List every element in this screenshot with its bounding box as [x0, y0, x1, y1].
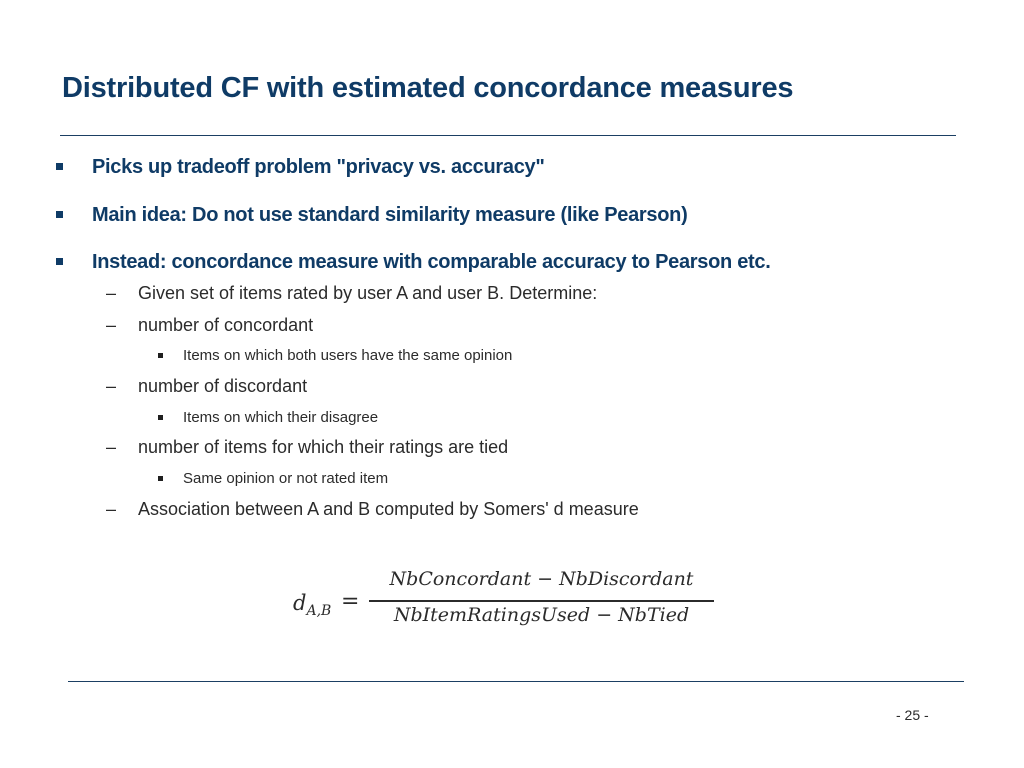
sub-text: Given set of items rated by user A and user B. Determine:: [138, 283, 598, 303]
note-text: Same opinion or not rated item: [183, 470, 389, 487]
note-text: Items on which both users have the same opinion: [183, 347, 513, 364]
sub-text: number of discordant: [138, 376, 308, 396]
page-number: - 25 -: [896, 707, 929, 723]
sub-text: Association between A and B computed by Somers' d measure: [138, 499, 639, 519]
small-square-bullet-icon: [158, 415, 163, 420]
small-square-bullet-icon: [158, 476, 163, 481]
square-bullet-icon: [56, 163, 63, 170]
fraction-bar: [369, 600, 714, 602]
footer-divider: [68, 681, 964, 682]
title-divider: [60, 135, 956, 136]
small-square-bullet-icon: [158, 353, 163, 358]
square-bullet-icon: [56, 211, 63, 218]
dash-bullet-icon: –: [106, 437, 117, 457]
formula-denominator: NbItemRatingsUsed − NbTied: [393, 604, 690, 626]
note-text: Items on which their disagree: [183, 409, 379, 426]
slide-title: Distributed CF with estimated concordance measures: [62, 72, 794, 104]
sub-text: number of items for which their ratings are tied: [138, 437, 509, 457]
formula-lhs: $d_{A,B}$: [293, 591, 332, 620]
formula-numerator: NbConcordant − NbDiscordant: [389, 568, 694, 590]
bullet-text: Instead: concordance measure with comparable accuracy to Pearson etc.: [92, 251, 771, 273]
dash-bullet-icon: –: [106, 283, 117, 303]
bullet-text: Picks up tradeoff problem "privacy vs. accuracy": [92, 156, 545, 178]
dash-bullet-icon: –: [106, 315, 117, 335]
dash-bullet-icon: –: [106, 376, 117, 396]
formula-equals: =: [341, 589, 360, 614]
bullet-text: Main idea: Do not use standard similarity measure (like Pearson): [92, 204, 688, 226]
sub-text: number of concordant: [138, 315, 314, 335]
dash-bullet-icon: –: [106, 499, 117, 519]
square-bullet-icon: [56, 258, 63, 265]
somers-d-formula: [293, 566, 733, 636]
